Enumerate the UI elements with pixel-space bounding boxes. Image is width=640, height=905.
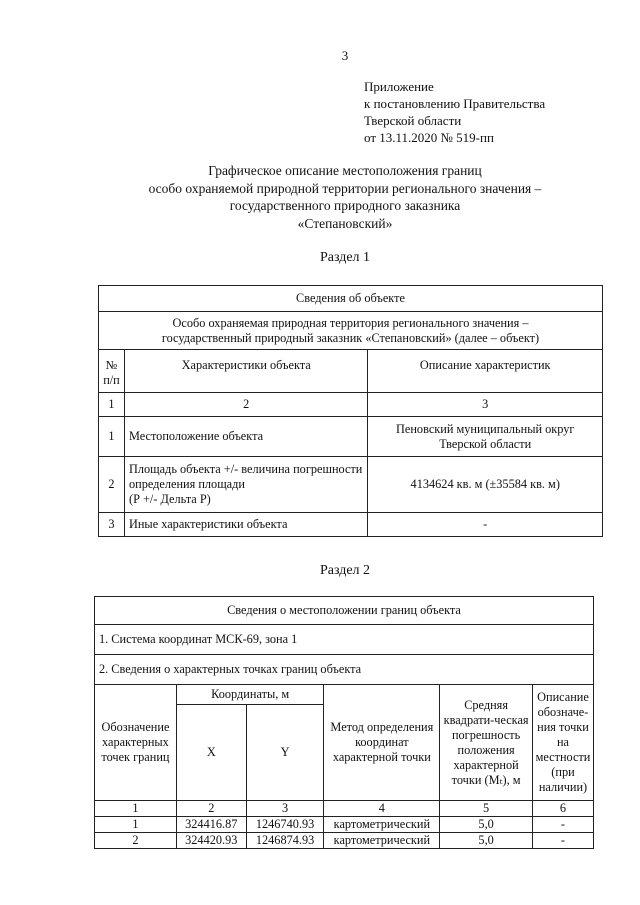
coord-system: 1. Система координат МСК-69, зона 1 — [95, 625, 594, 655]
table-row — [95, 817, 594, 833]
table-title: Сведения об объекте — [99, 286, 603, 312]
header-error: Средняя квадрати-ческая погрешность положения характерной точки (Mₜ), м — [440, 685, 533, 801]
row-num: 2 — [99, 457, 125, 513]
object-name — [99, 312, 603, 350]
table-row — [99, 457, 603, 513]
title-line: особо охраняемой природной территории регионального значения – — [148, 180, 542, 196]
point-x: 324420.93 — [176, 833, 246, 849]
appendix-line: Приложение — [364, 79, 434, 94]
header-point-desc: Описание обозначе-ния точки на местности (при наличии) — [532, 685, 593, 801]
row-num: 1 — [99, 417, 125, 457]
object-info-table — [98, 285, 603, 537]
table-row — [99, 513, 603, 537]
row-char — [124, 457, 368, 513]
col-number: 2 — [176, 801, 246, 817]
object-name-line: государственный природный заказник «Степановский» (далее – объект) — [161, 330, 540, 345]
row-desc-line: Пеновский муниципальный округ — [396, 421, 575, 436]
object-name-line: Особо охраняемая природная территория регионального значения – — [172, 315, 529, 330]
page-number: 3 — [341, 48, 349, 63]
header-coords: Координаты, м — [176, 685, 324, 705]
appendix-line: к постановлению Правительства — [364, 96, 546, 111]
point-y: 1246740.93 — [246, 817, 324, 833]
row-char: Местоположение объекта — [124, 417, 368, 457]
point-x: 324416.87 — [176, 817, 246, 833]
point-id: 2 — [95, 833, 177, 849]
point-error: 5,0 — [440, 833, 533, 849]
header-method: Метод определения координат характерной точки — [324, 685, 440, 801]
title-line: Графическое описание местоположения границ — [208, 163, 482, 178]
row-num: 3 — [99, 513, 125, 537]
table-row — [99, 417, 603, 457]
col-number: 6 — [532, 801, 593, 817]
appendix-block — [364, 78, 545, 146]
row-desc — [368, 417, 603, 457]
row-desc: 4134624 кв. м (±35584 кв. м) — [368, 457, 603, 513]
section1-heading: Раздел 1 — [319, 250, 371, 265]
row-desc-line: Тверской области — [439, 436, 532, 451]
header-num: № п/п — [99, 350, 125, 393]
row-char-line: Площадь объекта +/- величина погрешности — [128, 462, 363, 476]
title-line: государственного природного заказника — [229, 198, 461, 213]
table-title: Сведения о местоположении границ объекта — [95, 597, 594, 625]
row-char-line: определения площади — [128, 477, 245, 491]
row-char: Иные характеристики объекта — [124, 513, 368, 537]
col-number: 1 — [99, 393, 125, 417]
col-number: 1 — [95, 801, 177, 817]
appendix-line: Тверской области — [364, 113, 462, 128]
boundary-points-table — [94, 596, 594, 849]
header-char: Характеристики объекта — [124, 350, 368, 393]
header-y: Y — [246, 705, 324, 801]
point-y: 1246874.93 — [246, 833, 324, 849]
header-desc: Описание характеристик — [368, 350, 603, 393]
point-error: 5,0 — [440, 817, 533, 833]
title-line: «Степановский» — [297, 215, 393, 231]
point-desc: - — [532, 833, 593, 849]
point-id: 1 — [95, 817, 177, 833]
col-number: 3 — [246, 801, 324, 817]
row-char-line: (Р +/- Дельта Р) — [128, 492, 211, 506]
col-number: 2 — [124, 393, 368, 417]
table-row — [95, 833, 594, 849]
point-method: картометрический — [324, 817, 440, 833]
row-desc: - — [368, 513, 603, 537]
col-number: 4 — [324, 801, 440, 817]
point-desc: - — [532, 817, 593, 833]
section2-heading: Раздел 2 — [319, 563, 371, 578]
point-method: картометрический — [324, 833, 440, 849]
col-number: 3 — [368, 393, 603, 417]
appendix-line: от 13.11.2020 № 519-пп — [364, 130, 494, 145]
document-title — [0, 162, 640, 232]
col-number: 5 — [440, 801, 533, 817]
header-x: X — [176, 705, 246, 801]
header-designation: Обозначение характерных точек границ — [95, 685, 177, 801]
points-title: 2. Сведения о характерных точках границ объекта — [95, 655, 594, 685]
